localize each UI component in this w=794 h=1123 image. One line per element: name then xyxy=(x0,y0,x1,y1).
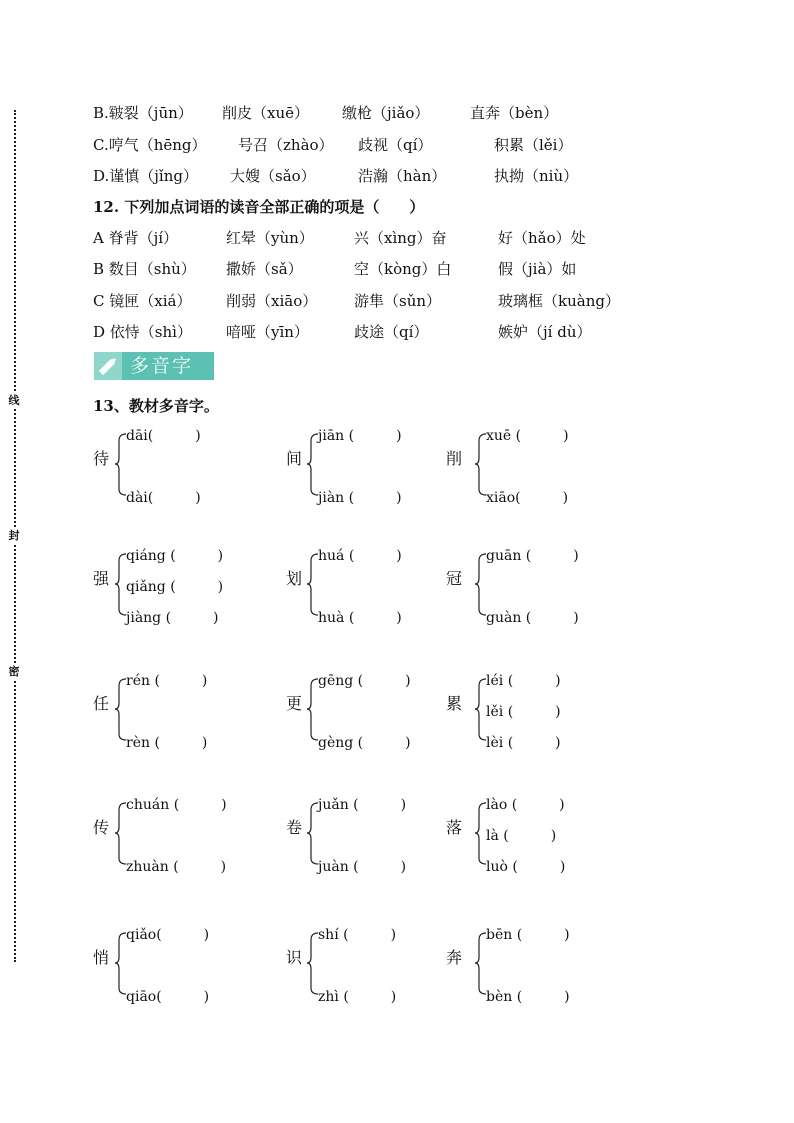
question-12-title: 12. 下列加点词语的读音全部正确的项是（ ） xyxy=(93,198,425,216)
polyphone-reading: gèng ( ) xyxy=(318,735,411,751)
polyphone-char: 冠 xyxy=(446,569,463,588)
q12-c-3: 游隼（sǔn） xyxy=(354,292,442,310)
polyphone-reading: là ( ) xyxy=(486,828,557,844)
q12-c-4: 玻璃框（kuàng） xyxy=(498,292,620,310)
option-c-2: 号召（zhào） xyxy=(238,136,334,154)
polyphone-reading: qiáng ( ) xyxy=(126,548,224,564)
option-d-4: 执拗（niù） xyxy=(494,167,579,185)
q12-b-1: B 数目（shù） xyxy=(93,260,196,278)
polyphone-reading: dāi( ) xyxy=(126,428,201,444)
polyphone-reading: guàn ( ) xyxy=(486,610,579,626)
q12-a-3: 兴（xìng）奋 xyxy=(354,229,447,247)
q12-b-4: 假（jià）如 xyxy=(498,260,577,278)
q12-a-4: 好（hǎo）处 xyxy=(498,229,586,247)
option-d-1: D.谨慎（jǐng） xyxy=(93,167,198,185)
polyphone-reading: shí ( ) xyxy=(318,927,397,943)
polyphone-reading: huá ( ) xyxy=(318,548,402,564)
polyphone-char: 削 xyxy=(446,449,463,468)
option-b-4: 直奔（bèn） xyxy=(470,104,559,122)
option-d-2: 大嫂（sǎo） xyxy=(230,167,316,185)
option-b-1: B.皲裂（jūn） xyxy=(93,104,193,122)
polyphone-reading: jiàng ( ) xyxy=(126,610,219,626)
polyphone-reading: xiāo( ) xyxy=(486,490,569,506)
polyphone-char: 任 xyxy=(93,694,110,713)
polyphone-reading: rén ( ) xyxy=(126,673,208,689)
section-banner xyxy=(94,352,214,380)
polyphone-reading: dài( ) xyxy=(126,490,201,506)
polyphone-reading: lèi ( ) xyxy=(486,735,561,751)
polyphone-reading: lěi ( ) xyxy=(486,704,561,720)
polyphone-reading: bèn ( ) xyxy=(486,989,570,1005)
pencil-icon xyxy=(94,352,122,380)
option-d-3: 浩瀚（hàn） xyxy=(358,167,447,185)
polyphone-reading: qiǎng ( ) xyxy=(126,579,224,595)
q12-d-3: 歧途（qí） xyxy=(354,323,429,341)
polyphone-reading: huà ( ) xyxy=(318,610,402,626)
polyphone-reading: gēng ( ) xyxy=(318,673,411,689)
q12-b-3: 空（kòng）白 xyxy=(354,260,452,278)
option-b-3: 缴枪（jiǎo） xyxy=(342,104,430,122)
q12-c-1: C 镜匣（xiá） xyxy=(93,292,192,310)
question-13-title: 13、教材多音字。 xyxy=(93,397,219,415)
polyphone-reading: chuán ( ) xyxy=(126,797,227,813)
binding-char-feng: 封 xyxy=(6,528,22,544)
polyphone-char: 间 xyxy=(286,449,303,468)
polyphone-char: 累 xyxy=(446,694,463,713)
polyphone-char: 悄 xyxy=(93,948,110,967)
binding-char-xian: 线 xyxy=(6,393,22,409)
polyphone-char: 识 xyxy=(286,948,303,967)
polyphone-reading: zhì ( ) xyxy=(318,989,397,1005)
polyphone-char: 卷 xyxy=(286,818,303,837)
polyphone-char: 奔 xyxy=(446,948,463,967)
polyphone-char: 落 xyxy=(446,818,463,837)
polyphone-reading: zhuàn ( ) xyxy=(126,859,227,875)
polyphone-reading: xuē ( ) xyxy=(486,428,569,444)
polyphone-reading: lào ( ) xyxy=(486,797,565,813)
q12-a-1: A 脊背（jí） xyxy=(93,229,179,247)
q12-a-2: 红晕（yùn） xyxy=(226,229,314,247)
polyphone-reading: rèn ( ) xyxy=(126,735,208,751)
polyphone-reading: guān ( ) xyxy=(486,548,579,564)
q12-d-4: 嫉妒（jí dù） xyxy=(498,323,592,341)
polyphone-char: 待 xyxy=(93,449,110,468)
polyphone-reading: léi ( ) xyxy=(486,673,561,689)
polyphone-char: 更 xyxy=(286,694,303,713)
polyphone-reading: jiān ( ) xyxy=(318,428,402,444)
option-b-2: 削皮（xuē） xyxy=(222,104,309,122)
polyphone-reading: luò ( ) xyxy=(486,859,566,875)
q12-d-2: 喑哑（yīn） xyxy=(226,323,309,341)
polyphone-char: 传 xyxy=(93,818,110,837)
q12-c-2: 削弱（xiāo） xyxy=(226,292,318,310)
binding-char-mi: 密 xyxy=(6,664,22,680)
option-c-1: C.哼气（hēng） xyxy=(93,136,207,154)
polyphone-reading: qiāo( ) xyxy=(126,989,210,1005)
polyphone-reading: jiàn ( ) xyxy=(318,490,402,506)
polyphone-char: 划 xyxy=(286,569,303,588)
polyphone-reading: bēn ( ) xyxy=(486,927,570,943)
option-c-4: 积累（lěi） xyxy=(494,136,573,154)
polyphone-reading: juàn ( ) xyxy=(318,859,407,875)
section-banner-label: 多音字 xyxy=(130,355,194,377)
q12-b-2: 撒娇（sǎ） xyxy=(226,260,303,278)
polyphone-reading: juǎn ( ) xyxy=(318,797,407,813)
polyphone-char: 强 xyxy=(93,569,110,588)
q12-d-1: D 依恃（shì） xyxy=(93,323,192,341)
option-c-3: 歧视（qí） xyxy=(358,136,433,154)
polyphone-reading: qiǎo( ) xyxy=(126,927,210,943)
